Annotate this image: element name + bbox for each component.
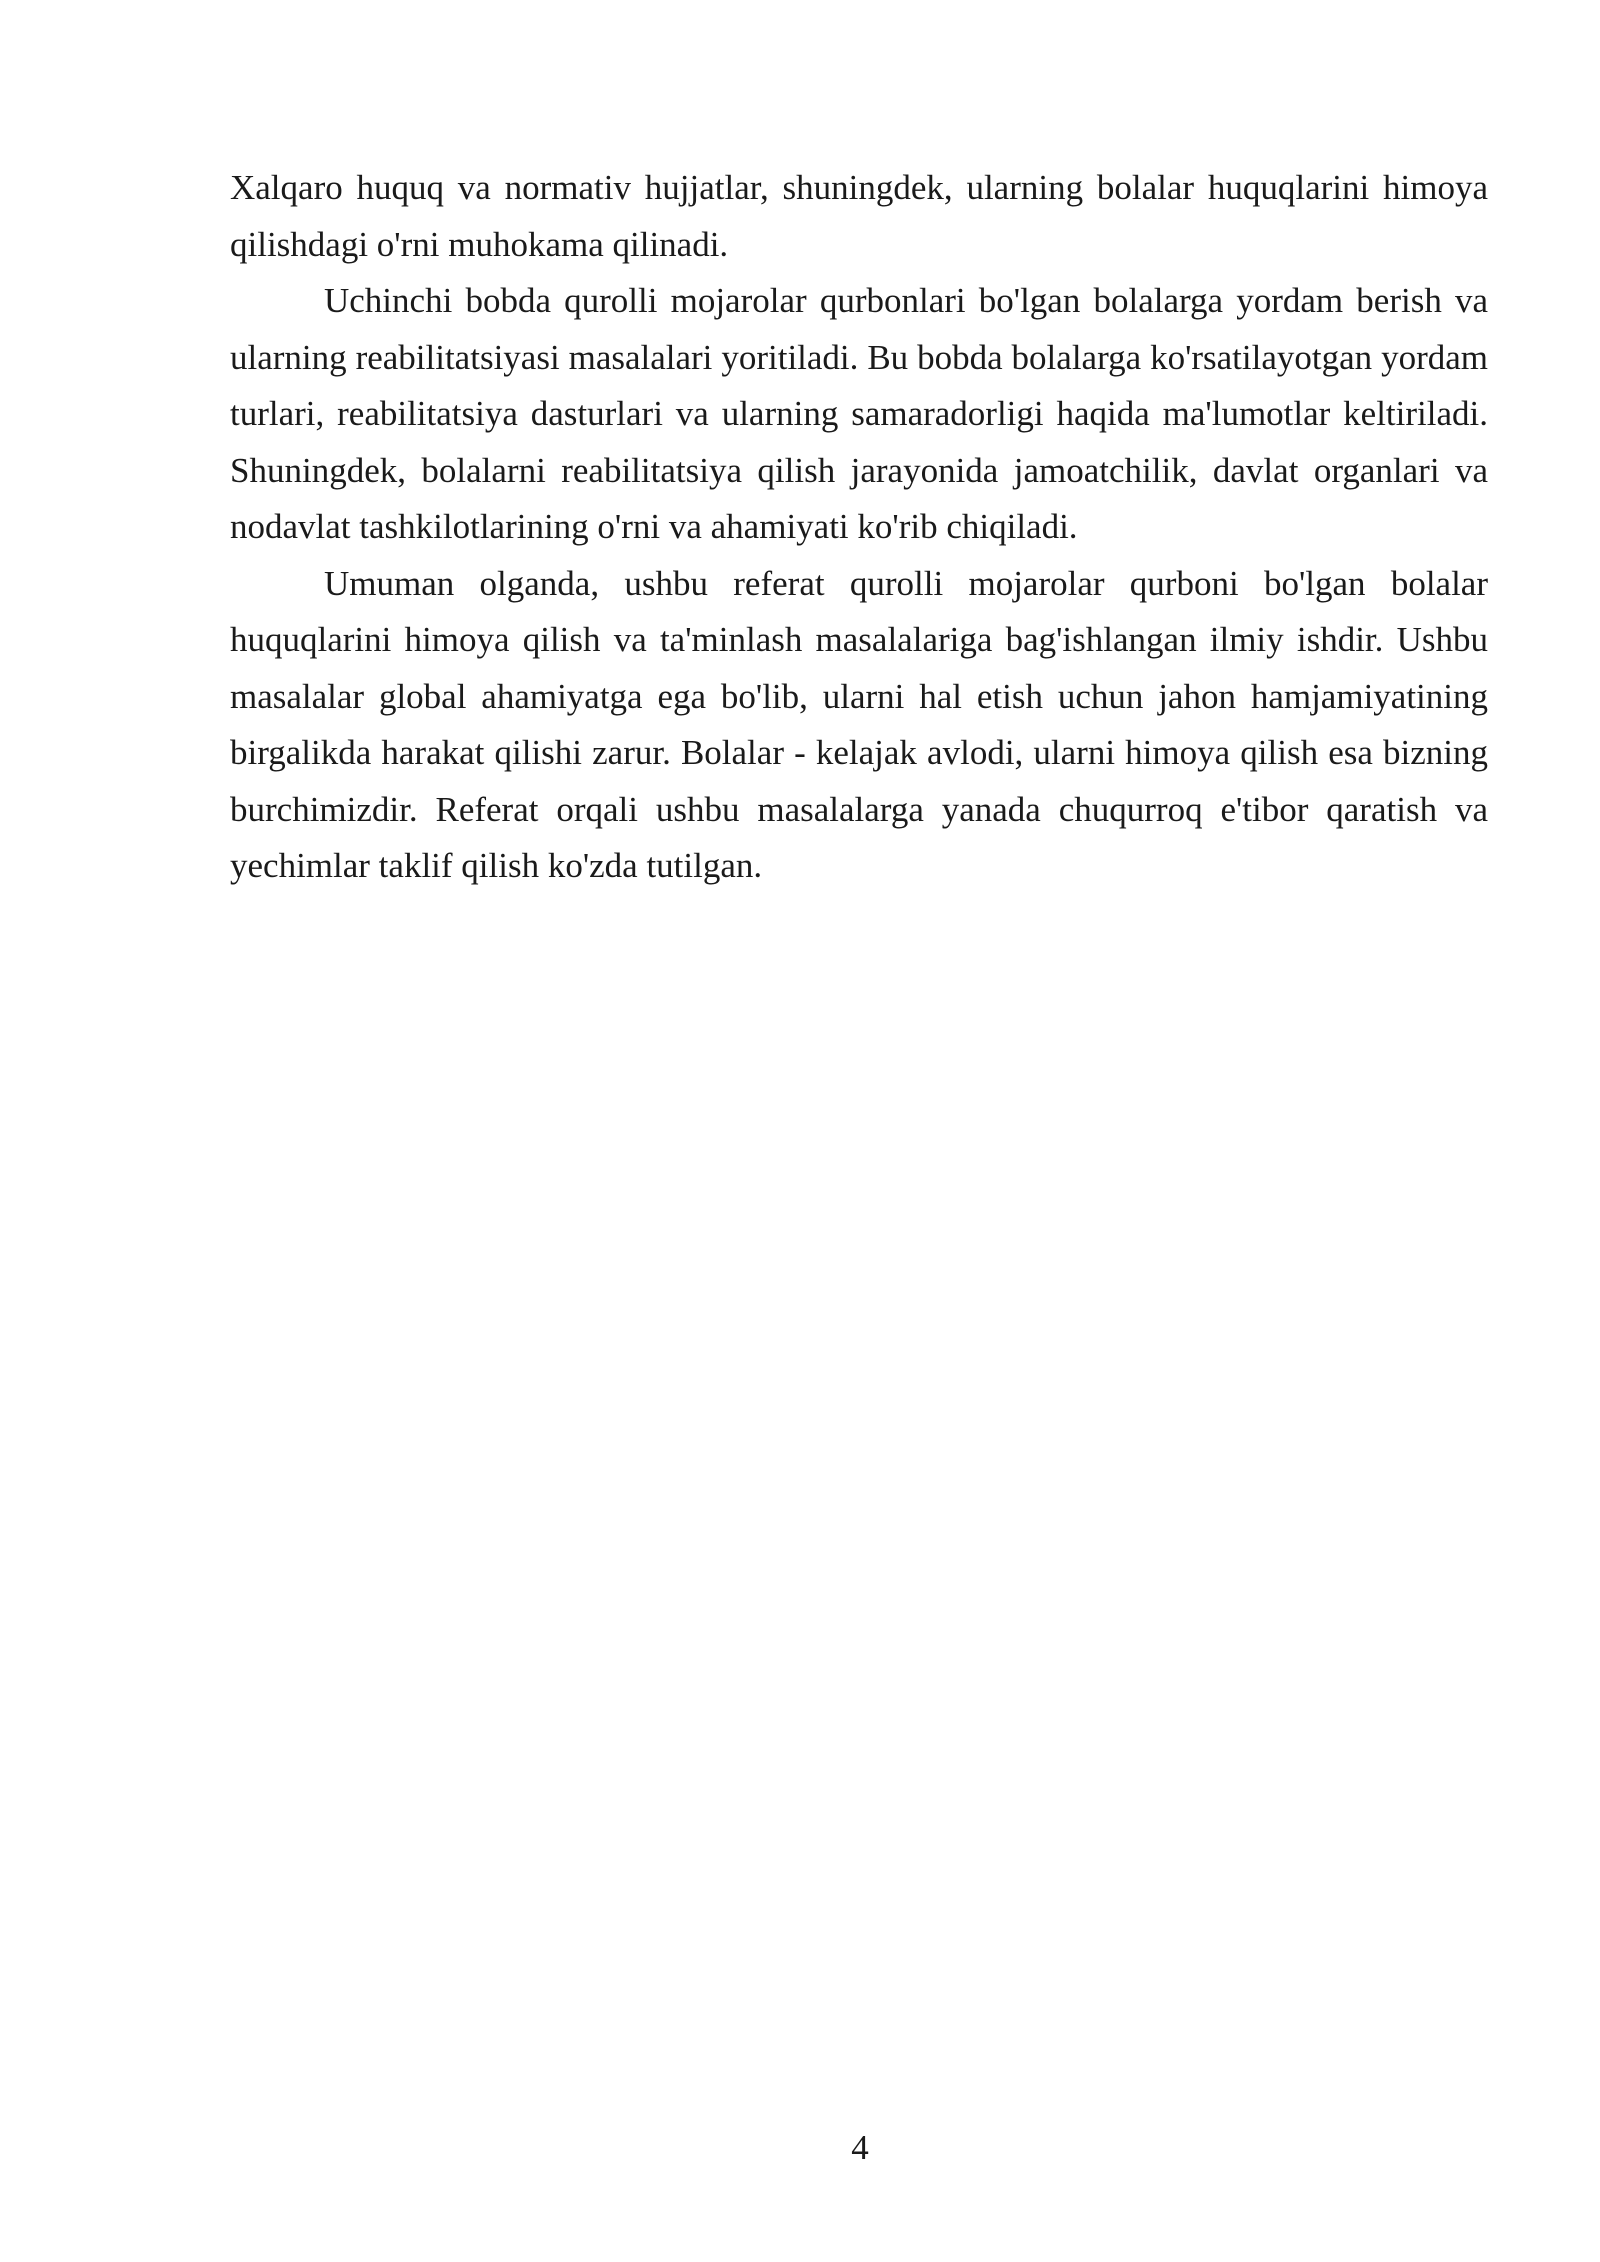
paragraph-continuation: Xalqaro huquq va normativ hujjatlar, shuningdek, ularning bolalar huquqlarini himoya qilishdagi o'rni muhokama qilinadi. xyxy=(230,168,1488,264)
paragraph-chapter-three: Uchinchi bobda qurolli mojarolar qurbonlari bo'lgan bolalarga yordam berish va ularning reabilitatsiyasi masalalari yoritiladi. Bu bobda bolalarga ko'rsatilayotgan yordam turlari, reabilitatsiya dasturlari va ularning samaradorligi haqida ma'lumotlar keltiriladi. Shuningdek, bolalarni reabilitatsiya qilish jarayonida jamoatchilik, davlat organlari va nodavlat tashkilotlarining o'rni va ahamiyati ko'rib chiqiladi. xyxy=(230,281,1488,546)
page-number: 4 xyxy=(851,2128,869,2167)
body-text xyxy=(230,160,1488,895)
paragraph-summary: Umuman olganda, ushbu referat qurolli mojarolar qurboni bo'lgan bolalar huquqlarini himoya qilish va ta'minlash masalalariga bag'ishlangan ilmiy ishdir. Ushbu masalalar global ahamiyatga ega bo'lib, ularni hal etish uchun jahon hamjamiyatining birgalikda harakat qilishi zarur. Bolalar - kelajak avlodi, ularni himoya qilish esa bizning burchimizdir. Referat orqali ushbu masalalarga yanada chuqurroq e'tibor qaratish va yechimlar taklif qilish ko'zda tutilgan. xyxy=(230,563,1488,885)
